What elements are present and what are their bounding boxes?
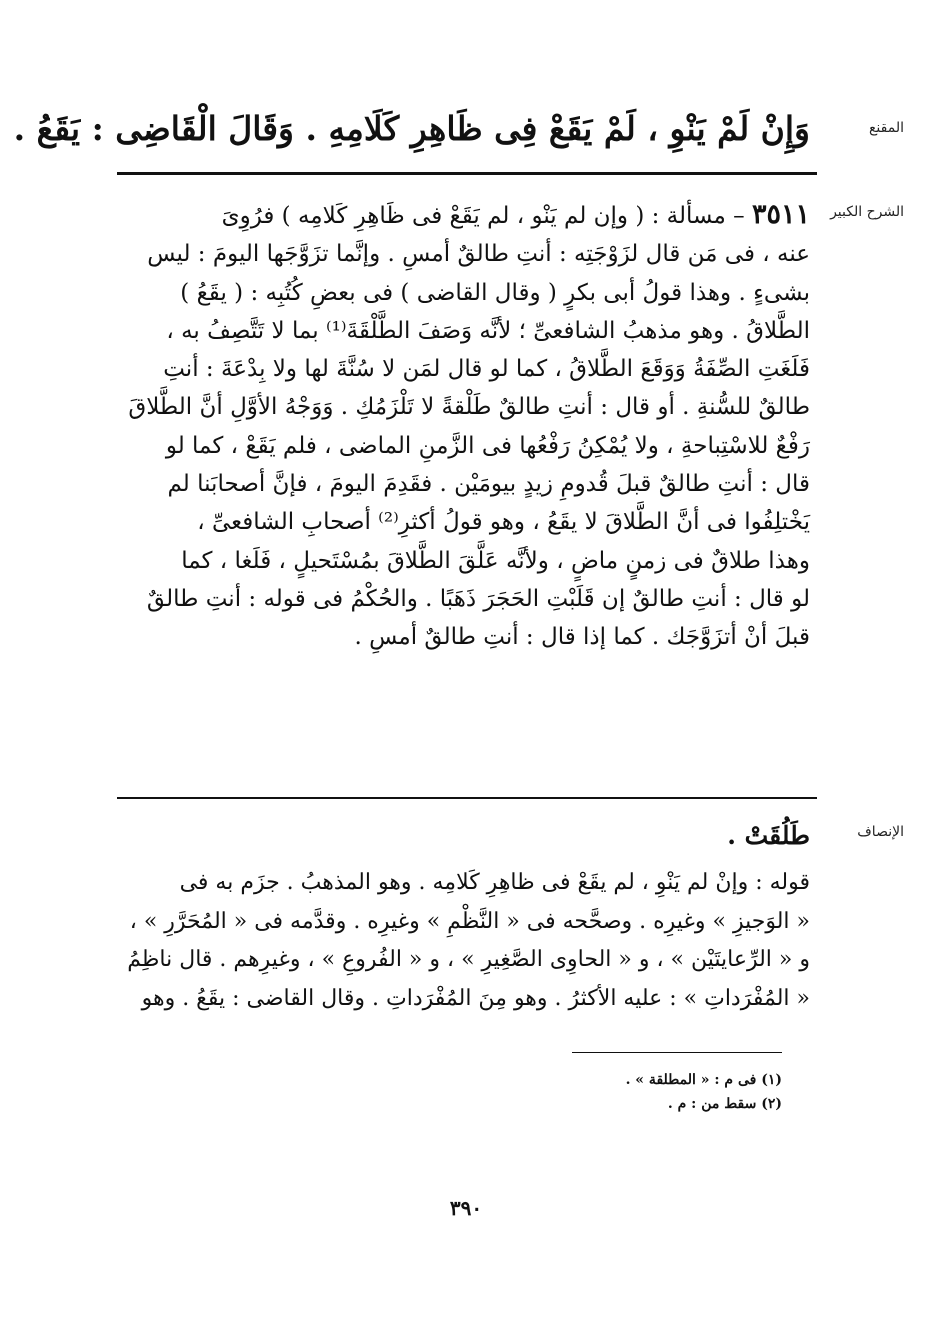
issue-number: ٣٥١١ [751, 199, 810, 230]
sharh-line-2: عنه ، فى مَن قال لزَوْجَتِه : أنتِ طالقٌ أمسِ . وإنَّما تزَوَّجَها اليومَ : ليس [147, 241, 810, 268]
page-number: ٣٩٠ [449, 1196, 483, 1220]
top-divider [117, 172, 817, 175]
middle-divider [117, 797, 817, 799]
sharh-line-7: رَفْعٌ للاسْتِباحةِ ، ولا يُمْكِنُ رَفْعُها فى الزَّمنِ الماضى ، فلم يَقَعْ ، كما لو [165, 432, 810, 459]
footnote-2: (٢) سقط من : م . [667, 1096, 782, 1112]
sharh-line-9: يَخْتلِفُوا فى أنَّ الطَّلاقَ لا يقَعُ ، وهو قولُ أكثرِ⁽²⁾ أصحابِ الشافعىِّ ، [197, 509, 810, 536]
insaf-first-line: طَلُقَتْ . [727, 821, 810, 850]
sharh-line-10: وهذا طلاقٌ فى زمنٍ ماضٍ ، ولأنَّه عَلَّقَ الطَّلاقَ بمُسْتَحيلٍ ، فَلَغا ، كما [181, 547, 810, 574]
insaf-body [120, 864, 810, 1018]
sharh-line-5: فَلَغَتِ الصِّفَةُ وَوَقَعَ الطَّلاقُ ، كما لو قال لمَن لا سُنَّةَ لها ولا بِدْعَةَ : أنتِ [163, 356, 810, 383]
sharh-line-3: بشىءٍ . وهذا قولُ أبى بكرٍ ( وقال القاضى ) فى بعضِ كُتُبِه : ( يقَعُ ) [180, 279, 810, 306]
footnote-divider [572, 1052, 782, 1053]
insaf-label: الإنصاف [857, 824, 904, 840]
sharh-line-4: الطَّلاقُ . وهو مذهبُ الشافعىِّ ؛ لأنَّه وَصَفَ الطَّلْقَةَ⁽¹⁾ بما لا تَتَّصِفُ به ، [166, 317, 810, 344]
insaf-line-1: قوله : وإنْ لم يَنْوِ ، لم يقَعْ فى ظاهِرِ كَلامِه . وهو المذهبُ . جزَم به فى [179, 870, 810, 895]
sharh-line-11: لو قال : أنتِ طالقٌ إن قَلَبْتِ الحَجَرَ ذَهَبًا . والحُكْمُ فى قوله : أنتِ طالقٌ [146, 585, 810, 612]
insaf-line-4: « المُفْرَداتِ » : عليه الأكثرُ . وهو مِنَ المُفْرَداتِ . وقال القاضى : يقَعُ . وهو [141, 985, 810, 1011]
muqni-text: وَإِنْ لَمْ يَنْوِ ، لَمْ يَقَعْ فِى ظَاهِرِ كَلَامِهِ . وَقَالَ الْقَاضِى : يَقَعُ . [13, 109, 810, 148]
sharh-line-12: قبلَ أنْ أتزَوَّجَك . كما إذا قال : أنتِ طالقٌ أمسِ . [354, 624, 810, 651]
sharh-line-first [120, 196, 810, 235]
sharh-body [120, 196, 810, 657]
footnote-1: (١) فى م : « المطلقة » . [625, 1072, 782, 1088]
sharh-label: الشرح الكبير [830, 204, 904, 220]
sharh-line-6: طالقٌ للسُّنةِ . أو قال : أنتِ طالقٌ طَلْقةً لا تَلْزَمُكِ . وَوَجْهُ الأوَّلِ أنَّ الطَّلاقَ [128, 394, 810, 421]
insaf-line-2: « الوَجيزِ » وغيرِه . وصحَّحه فى « النَّظْمِ » وغيرِه . وقدَّمه فى « المُحَرَّرِ » ، [129, 908, 810, 934]
muqni-label: المقنع [868, 120, 904, 136]
insaf-line-3: و « الرِّعايتَيْن » ، و « الحاوِى الصَّغِيرِ » ، و « الفُروعِ » ، وغيرِهم . قال ناظِمُ [127, 947, 810, 973]
footnotes [282, 1068, 782, 1116]
sharh-line-1: – مسألة : ( وإن لم يَنْو ، لم يَقَعْ فى ظَاهِرِ كَلامِه ) فرُوِىَ [221, 203, 745, 229]
sharh-line-8: قال : أنتِ طالقٌ قبلَ قُدومِ زيدٍ بيومَيْن . فقَدِمَ اليومَ ، فإنَّ أصحابَنا لم [167, 471, 810, 498]
